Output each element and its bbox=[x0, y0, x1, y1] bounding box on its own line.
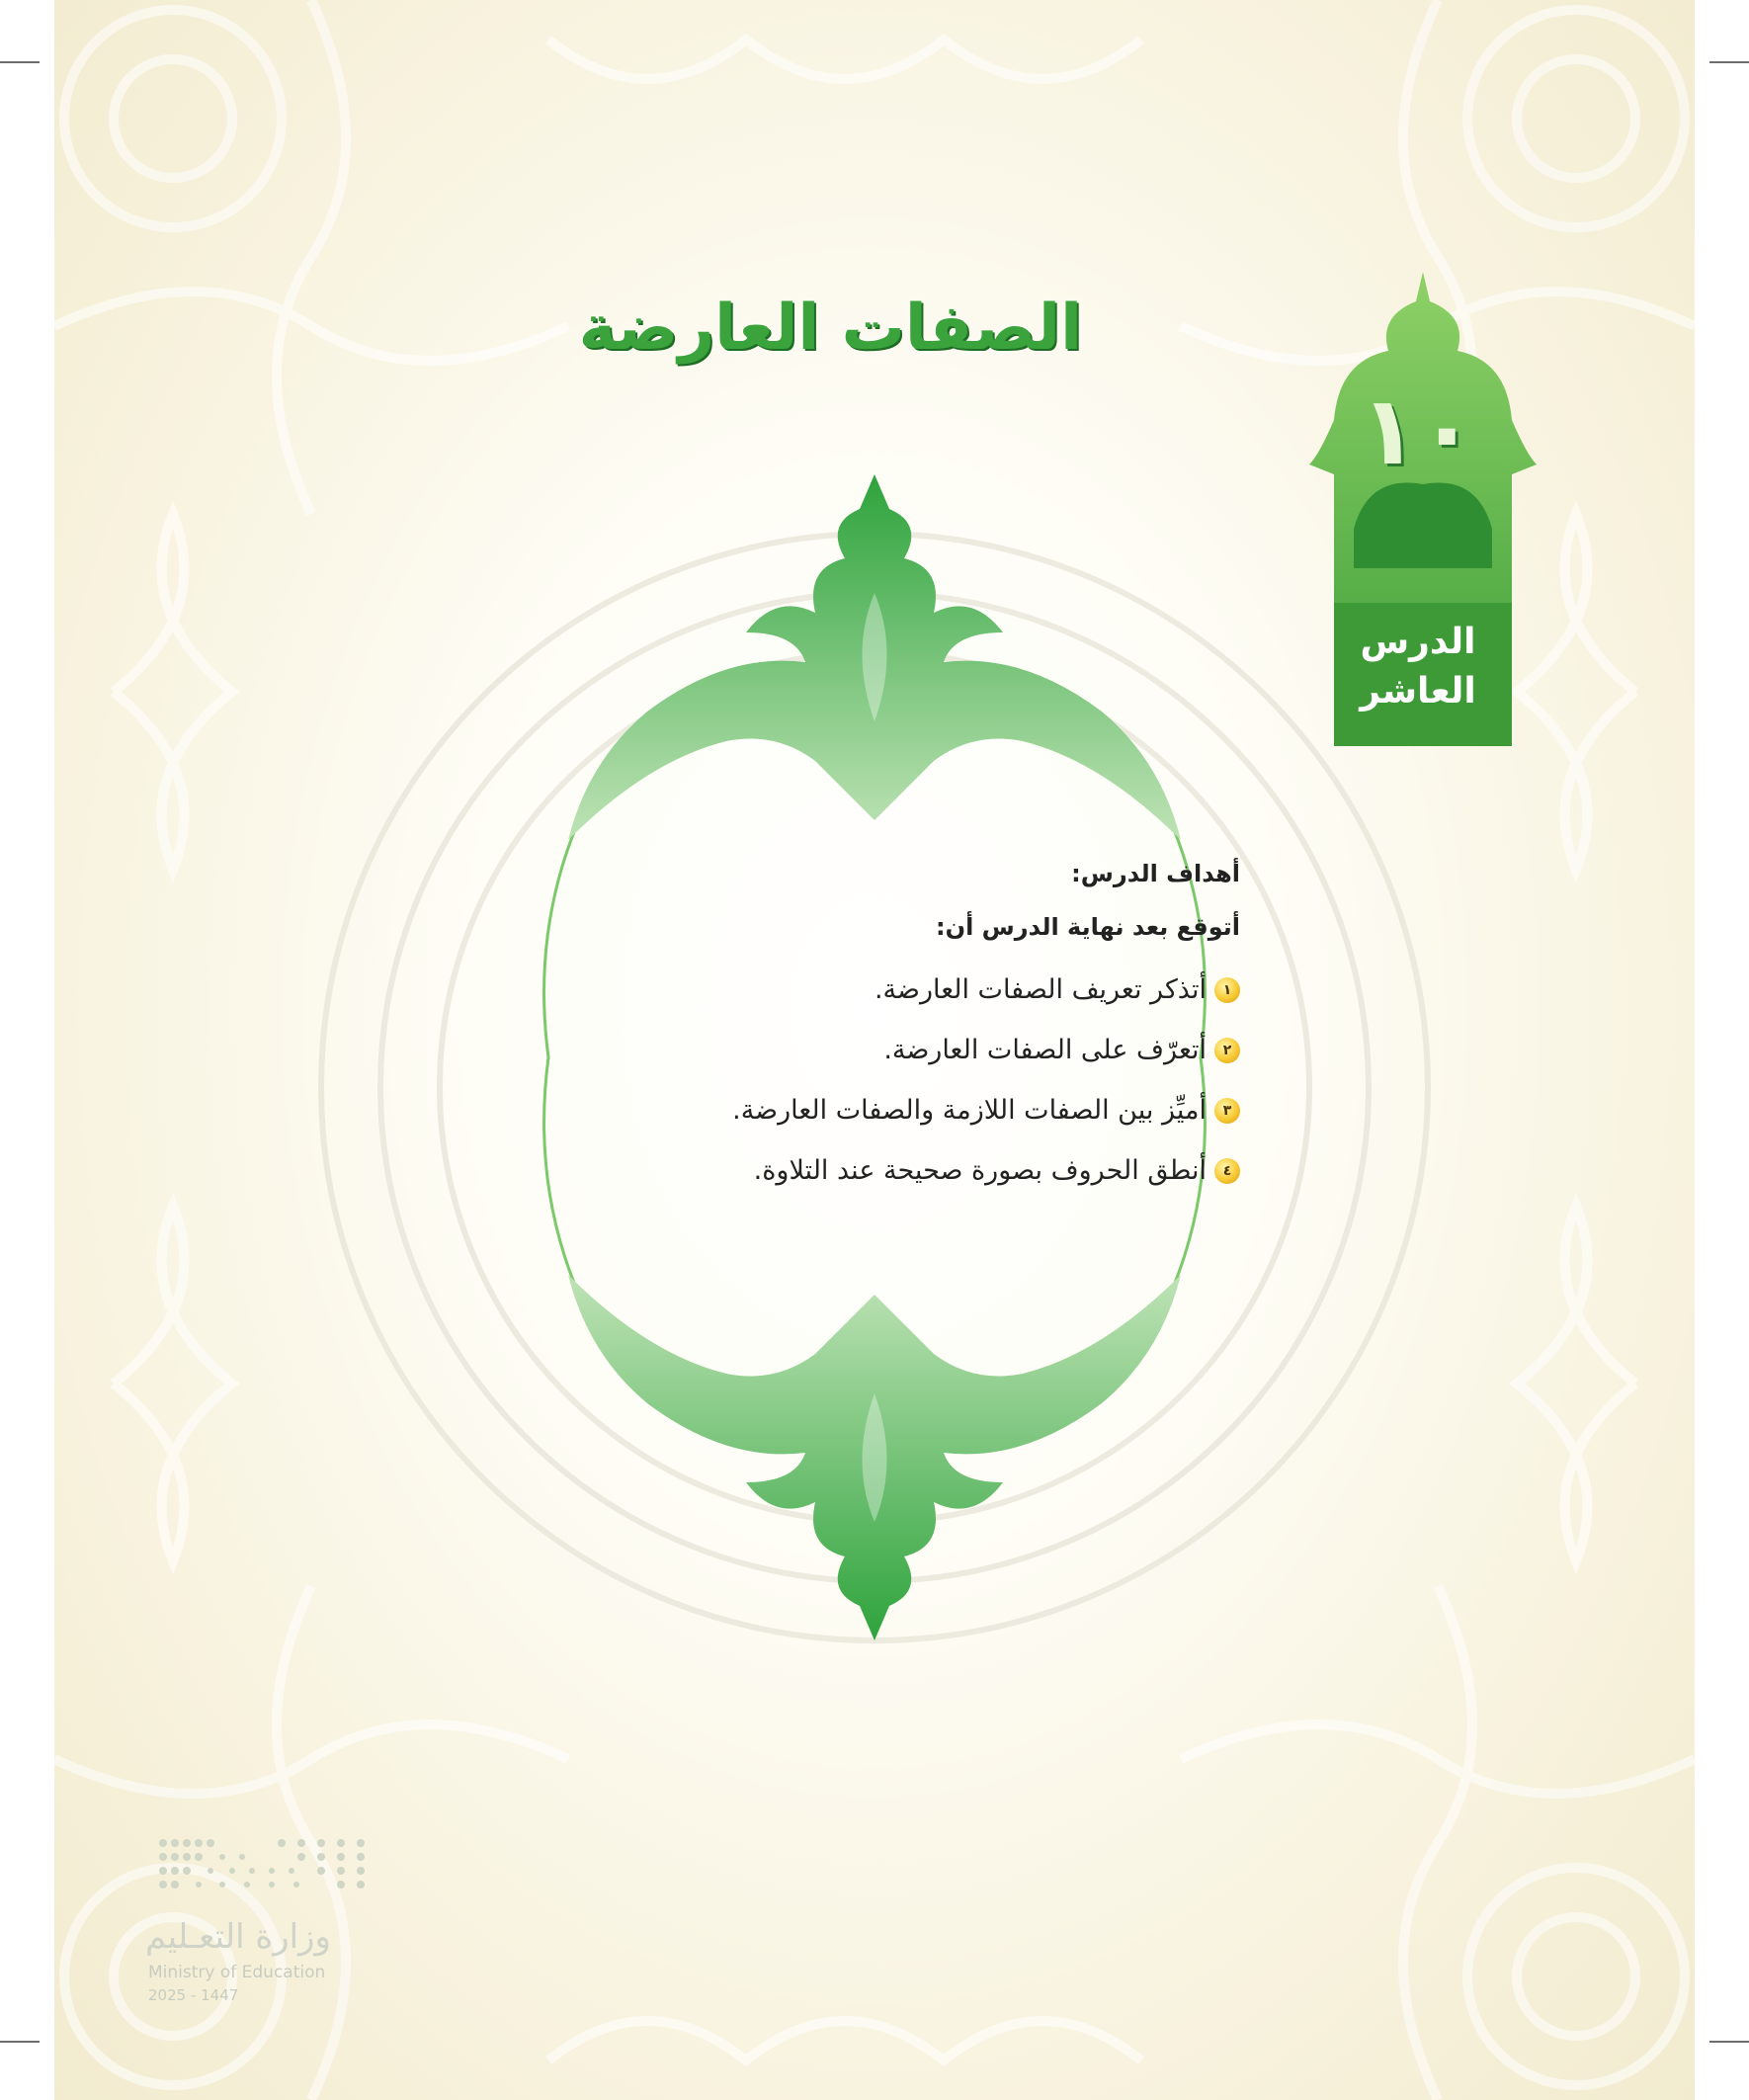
lesson-label bbox=[1324, 618, 1512, 716]
goal-item bbox=[608, 1155, 1240, 1186]
goal-item bbox=[608, 1095, 1240, 1126]
lesson-label-line1: الدرس bbox=[1360, 622, 1476, 662]
ministry-name-english: Ministry of Education bbox=[148, 1963, 326, 1982]
goals-intro: أتوقع بعد نهاية الدرس أن: bbox=[935, 913, 1240, 941]
goal-text: أتذكر تعريف الصفات العارضة. bbox=[874, 974, 1207, 1005]
ministry-logo-icon bbox=[153, 1833, 371, 1902]
goal-item bbox=[608, 974, 1240, 1005]
goal-text: أتعرّف على الصفات العارضة. bbox=[883, 1035, 1207, 1065]
goal-text: أنطق الحروف بصورة صحيحة عند التلاوة. bbox=[753, 1155, 1207, 1186]
goal-number-badge: ٣ bbox=[1214, 1098, 1240, 1124]
goal-number-badge: ٢ bbox=[1214, 1038, 1240, 1063]
lesson-goals bbox=[608, 860, 1240, 1216]
lesson-number: ١٠ bbox=[1360, 376, 1476, 486]
crop-mark bbox=[1709, 2041, 1749, 2043]
lesson-label-line2: العاشر bbox=[1360, 671, 1476, 712]
lesson-title: الصفات العارضة bbox=[578, 292, 1082, 365]
crop-mark bbox=[1709, 61, 1749, 63]
goal-number-badge: ٤ bbox=[1214, 1158, 1240, 1184]
crop-mark bbox=[0, 61, 40, 63]
goal-item bbox=[608, 1035, 1240, 1065]
crop-mark bbox=[0, 2041, 40, 2043]
goal-number-badge: ١ bbox=[1214, 977, 1240, 1003]
goal-text: أميِّز بين الصفات اللازمة والصفات العارضة. bbox=[732, 1095, 1207, 1126]
ministry-year: 2025 - 1447 bbox=[148, 1986, 239, 2004]
ministry-name-arabic: وزارة التعـليم bbox=[145, 1917, 331, 1957]
goals-heading: أهداف الدرس: bbox=[1071, 860, 1240, 887]
page bbox=[54, 0, 1695, 2100]
